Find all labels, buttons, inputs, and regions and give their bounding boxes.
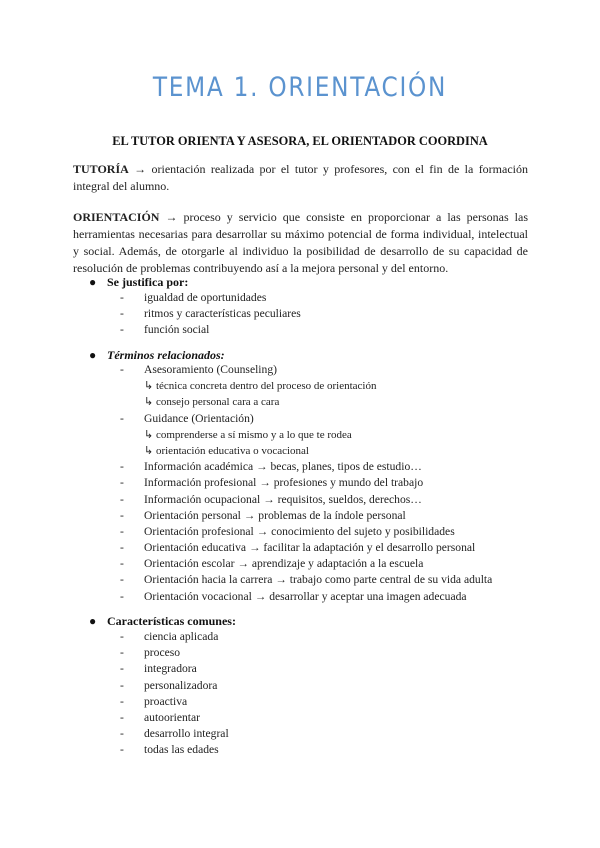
orientacion-paragraph — [73, 209, 528, 277]
list-item — [120, 492, 492, 508]
list-item — [120, 726, 229, 742]
list-item-text: ↳ técnica concreta dentro del proceso de orientación — [144, 380, 377, 393]
list-item — [120, 290, 301, 306]
list-item — [120, 459, 492, 475]
dash-marker: - — [120, 727, 124, 741]
list-item — [120, 540, 492, 556]
bullet-icon: ● — [89, 275, 97, 289]
list-item-text: Información académica → becas, planes, tipos de estudio… — [144, 460, 422, 474]
list-item-text: Guidance (Orientación) — [144, 411, 254, 425]
dash-marker: - — [120, 710, 124, 724]
dash-marker: - — [120, 678, 124, 692]
bullet-caracteristicas — [89, 614, 236, 629]
list-item — [120, 589, 492, 605]
dash-marker: - — [120, 557, 124, 571]
tutoria-paragraph — [73, 161, 528, 195]
list-item-text: Información ocupacional → requisitos, sueldos, derechos… — [144, 492, 422, 506]
bullet-justifica — [89, 275, 188, 290]
list-item-text: ↳ comprenderse a sí mismo y a lo que te rodea — [144, 428, 352, 441]
bullet-label: Se justifica por: — [107, 275, 189, 289]
list-item — [120, 475, 492, 491]
bullet-terminos — [89, 348, 225, 363]
dash-marker: - — [120, 291, 124, 304]
dash-marker: - — [120, 630, 124, 643]
list-item — [120, 524, 492, 540]
list-item-text: autoorientar — [144, 710, 201, 724]
list-item-text: ritmos y características peculiares — [144, 307, 301, 321]
list-item-text: Orientación profesional → conocimiento del sujeto y posibilidades — [144, 524, 455, 538]
dash-marker: - — [120, 307, 124, 321]
list-item-text: Orientación escolar → aprendizaje y adaptación a la escuela — [144, 557, 424, 571]
list-item-text: Asesoramiento (Counseling) — [144, 363, 277, 376]
dash-marker: - — [120, 508, 124, 522]
dash-marker: - — [120, 573, 124, 587]
list-item — [120, 394, 492, 410]
list-item — [120, 629, 229, 645]
list-item-text: ↳ consejo personal cara a cara — [144, 396, 280, 409]
dash-marker: - — [120, 476, 124, 490]
list-item — [120, 710, 229, 726]
list-item-text: proceso — [144, 646, 181, 660]
dash-marker: - — [120, 411, 124, 425]
list-item-text: desarrollo integral — [144, 727, 229, 741]
list-item-text: Orientación educativa → facilitar la adaptación y el desarrollo personal — [144, 541, 476, 555]
list-item-text: Orientación vocacional → desarrollar y aceptar una imagen adecuada — [144, 589, 467, 603]
list-item — [120, 443, 492, 459]
dash-marker: - — [120, 492, 124, 506]
list-item-text: personalizadora — [144, 678, 218, 692]
orientacion-definition: → proceso y servicio que consiste en proporcionar a las personas las herramientas necesarias para desarrollar su máximo potencial de forma individual, intelectual y social. Además, de otorgarle al individuo la posibilidad de desarrollo de su capacidad de resolución de problemas contribuyendo así a la mejora personal y del entorno. — [73, 210, 528, 275]
dash-marker: - — [120, 323, 124, 337]
list-item-text: ↳ orientación educativa o vocacional — [144, 444, 309, 457]
bullet-label: Características comunes: — [107, 614, 236, 628]
dash-marker: - — [120, 524, 124, 538]
list-item-text: Orientación hacia la carrera → trabajo como parte central de su vida adulta — [144, 573, 493, 587]
list-item-text: función social — [144, 323, 210, 337]
list-item-text: Orientación personal → problemas de la índole personal — [144, 508, 406, 522]
page-subtitle: EL TUTOR ORIENTA Y ASESORA, EL ORIENTADOR COORDINA — [112, 134, 488, 148]
dash-marker: - — [120, 589, 124, 603]
caracteristicas-list — [120, 629, 229, 759]
list-item — [120, 556, 492, 572]
dash-marker: - — [120, 694, 124, 708]
list-item-text: ciencia aplicada — [144, 630, 219, 643]
tutoria-definition: → orientación realizada por el tutor y profesores, con el fin de la formación integral del alumno. — [73, 162, 528, 193]
terminos-list — [120, 362, 492, 605]
orientacion-term: ORIENTACIÓN — [73, 210, 160, 224]
list-item — [120, 411, 492, 427]
dash-marker: - — [120, 662, 124, 676]
dash-marker: - — [120, 460, 124, 474]
bullet-icon: ● — [89, 348, 97, 362]
list-item — [120, 322, 301, 338]
list-item — [120, 427, 492, 443]
list-item — [120, 508, 492, 524]
list-item — [120, 678, 229, 694]
list-item — [120, 572, 492, 588]
list-item — [120, 306, 301, 322]
page-title: TEMA 1. ORIENTACIÓN — [152, 72, 448, 103]
bullet-label: Términos relacionados: — [107, 348, 225, 362]
list-item — [120, 378, 492, 394]
justifica-list — [120, 290, 301, 339]
list-item-text: Información profesional → profesiones y mundo del trabajo — [144, 476, 424, 490]
dash-marker: - — [120, 541, 124, 555]
list-item-text: igualdad de oportunidades — [144, 291, 267, 304]
dash-marker: - — [120, 363, 124, 376]
list-item — [120, 645, 229, 661]
list-item — [120, 742, 229, 758]
list-item-text: todas las edades — [144, 743, 219, 757]
list-item — [120, 661, 229, 677]
dash-marker: - — [120, 646, 124, 660]
tutoria-term: TUTORÍA — [73, 162, 129, 176]
list-item-text: integradora — [144, 662, 197, 676]
dash-marker: - — [120, 743, 124, 757]
list-item-text: proactiva — [144, 694, 188, 708]
list-item — [120, 362, 492, 378]
bullet-icon: ● — [89, 614, 97, 628]
list-item — [120, 694, 229, 710]
